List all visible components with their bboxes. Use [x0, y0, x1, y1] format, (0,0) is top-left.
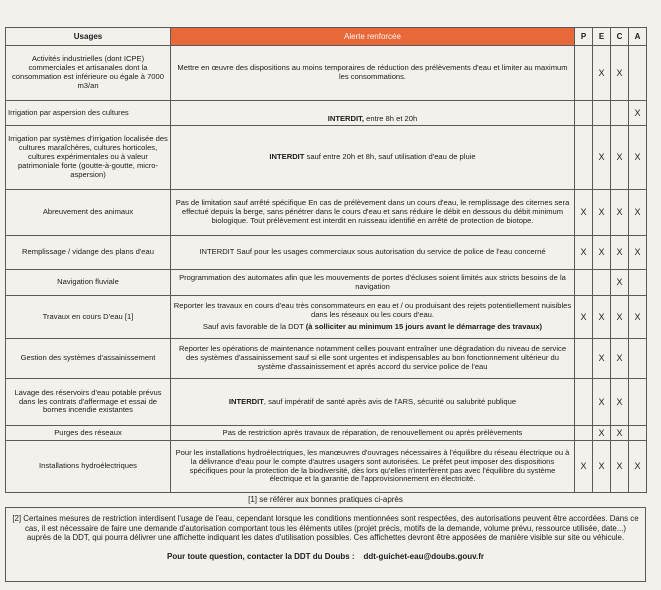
mark-c: X [611, 190, 629, 236]
mark-c: X [611, 270, 629, 296]
table-row [6, 426, 647, 441]
alert-cell: Programmation des automates afin que les mouvements de portes d'écluses soient limités aux stricts besoins de la navigation [171, 270, 575, 296]
alert-cell: INTERDIT Sauf pour les usages commerciaux sous autorisation du service de police de l'eau concerné [171, 236, 575, 270]
usage-cell: Activités industrielles (dont ICPE) commerciales et artisanales dont la consommation est inférieure ou égale à 7000 m3/an [6, 46, 171, 101]
mark-p: X [575, 296, 593, 339]
mark-a: X [629, 441, 647, 493]
table-row [6, 101, 647, 126]
header-usages: Usages [6, 28, 171, 46]
mark-e: X [593, 46, 611, 101]
alert-cell: Pour les installations hydroélectriques, les manœuvres d'ouvrages nécessaires à l'équilibre du réseau électrique ou à la délivrance d'eau pour le compte d'autres usagers sont autorisées. Le préfet peut imposer des dispositions spécifiques pour la protection de la biodiversité, dès lors qu'elles n'interfèrent pas avec l'équilibre du système électrique et la garantie de l'approvisionnement en électricité. [171, 441, 575, 493]
footnote: [1] se référer aux bonnes pratiques ci-après [248, 495, 403, 504]
mark-a [629, 46, 647, 101]
usage-cell: Travaux en cours D'eau [1] [6, 296, 171, 339]
mark-e: X [593, 441, 611, 493]
mark-a [629, 379, 647, 426]
table-row [6, 379, 647, 426]
alert-cell: Mettre en œuvre des dispositions au moins temporaires de réduction des prélèvements d'eau et limiter au maximum les consommations. [171, 46, 575, 101]
usage-cell: Navigation fluviale [6, 270, 171, 296]
mark-p: X [575, 190, 593, 236]
mark-a: X [629, 126, 647, 190]
mark-p [575, 270, 593, 296]
mark-e: X [593, 236, 611, 270]
mark-e: X [593, 296, 611, 339]
mark-a [629, 270, 647, 296]
alert-bold: INTERDIT, [327, 114, 365, 124]
mark-a [629, 426, 647, 441]
mark-c: X [611, 126, 629, 190]
mark-p [575, 126, 593, 190]
mark-e [593, 101, 611, 126]
table-row [6, 441, 647, 493]
table-row [6, 270, 647, 296]
mark-c: X [611, 46, 629, 101]
alert-cell [171, 296, 575, 339]
mark-c: X [611, 379, 629, 426]
mark-a: X [629, 190, 647, 236]
table-row [6, 126, 647, 190]
note-2: [2] Certaines mesures de restriction interdisent l'usage de l'eau, cependant lorsque les conditions mentionnées sont respectées, des autorisations peuvent être accordées. Dans ce cas, il est nécessaire de faire une demande d'autorisation comportant tous les éléments utiles (projet précis, motifs de la demande, volume prévu, ressource utilisée, date...) auprès de la DDT, qui pourra délivrer une affichette indiquant les dates d'utilisation possibles. Ces affichettes devront être apposées de manière visible sur site ou véhicule. [12, 514, 639, 543]
alert-text: , sauf impératif de santé après avis de l'ARS, sécurité ou salubrité publique [263, 396, 517, 406]
mark-p: X [575, 236, 593, 270]
alert-tail-bold: (à solliciter au minimum 15 jours avant le démarrage des travaux) [305, 321, 543, 331]
mark-p [575, 426, 593, 441]
header-a: A [629, 28, 647, 46]
mark-a: X [629, 296, 647, 339]
contact-line [12, 552, 639, 562]
header-alerte-renforcee: Alerte renforcée [171, 28, 575, 46]
table-row [6, 339, 647, 379]
mark-a: X [629, 236, 647, 270]
mark-p [575, 46, 593, 101]
mark-e: X [593, 426, 611, 441]
mark-p: X [575, 441, 593, 493]
mark-e: X [593, 126, 611, 190]
alert-text: Reporter les travaux en cours d'eau très consommateurs en eau et / ou produisant des rejets potentiellement nuisibles dans les réseaux ou les cours d'eau. [173, 301, 572, 320]
mark-p [575, 101, 593, 126]
usage-cell: Installations hydroélectriques [6, 441, 171, 493]
header-c: C [611, 28, 629, 46]
alert-cell [171, 379, 575, 426]
mark-a [629, 339, 647, 379]
usage-cell: Abreuvement des animaux [6, 190, 171, 236]
usage-cell: Purges des réseaux [6, 426, 171, 441]
header-e: E [593, 28, 611, 46]
usage-cell: Irrigation par systèmes d'irrigation localisée des cultures maraîchères, cultures horticoles, cultures expérimentales ou à valeur patrimoniale forte (goutte-à-goutte, micro-aspersion) [6, 126, 171, 190]
mark-c: X [611, 236, 629, 270]
mark-c: X [611, 426, 629, 441]
usage-cell: Irrigation par aspersion des cultures [6, 101, 171, 126]
alert-cell [171, 126, 575, 190]
alert-cell: Pas de limitation sauf arrêté spécifique En cas de prélèvement dans un cours d'eau, le remplissage des citernes sera effectué depuis la berge, sans pénétrer dans le cours d'eau et sans réduire le débit en dessous du débit minimum biologique. Tout prélèvement est interdit en ruisseau identifié en arrêté de protection de biotope. [171, 190, 575, 236]
mark-e: X [593, 190, 611, 236]
alert-text: sauf entre 20h et 8h, sauf utilisation d'eau de pluie [304, 152, 476, 162]
table-row [6, 296, 647, 339]
table-row [6, 236, 647, 270]
mark-c: X [611, 441, 629, 493]
contact-label: Pour toute question, contacter la DDT du Doubs : [167, 551, 355, 561]
mark-a: X [629, 101, 647, 126]
mark-p [575, 339, 593, 379]
table-header-row [6, 28, 647, 46]
mark-c: X [611, 296, 629, 339]
header-p: P [575, 28, 593, 46]
mark-e: X [593, 379, 611, 426]
alert-tail-text: Sauf avis favorable de la DDT [202, 321, 306, 331]
mark-c [611, 101, 629, 126]
table-row [6, 190, 647, 236]
usage-cell: Remplissage / vidange des plans d'eau [6, 236, 171, 270]
mark-e [593, 270, 611, 296]
notes-box [5, 507, 646, 582]
alert-cell [171, 101, 575, 126]
mark-e: X [593, 339, 611, 379]
table-row [6, 46, 647, 101]
alert-bold: INTERDIT [228, 396, 264, 406]
mark-c: X [611, 339, 629, 379]
alert-cell: Reporter les opérations de maintenance notamment celles pouvant entraîner une dégradation du niveau de service des systèmes d'assainissement sauf si elle sont urgentes et indispensables au bon fonctionnement ultérieur du système d'assainissement et après accord du service police de l'eau [171, 339, 575, 379]
mark-p [575, 379, 593, 426]
alert-tail [173, 323, 572, 332]
alert-text: entre 8h et 20h [364, 114, 418, 124]
restrictions-table [5, 27, 647, 493]
contact-email[interactable]: ddt-guichet-eau@doubs.gouv.fr [363, 551, 484, 561]
usage-cell: Gestion des systèmes d'assainissement [6, 339, 171, 379]
usage-cell: Lavage des réservoirs d'eau potable prévus dans les contrats d'affermage et essai de bornes incendie existantes [6, 379, 171, 426]
alert-bold: INTERDIT [269, 152, 305, 162]
alert-cell: Pas de restriction après travaux de réparation, de renouvellement ou après prélèvements [171, 426, 575, 441]
